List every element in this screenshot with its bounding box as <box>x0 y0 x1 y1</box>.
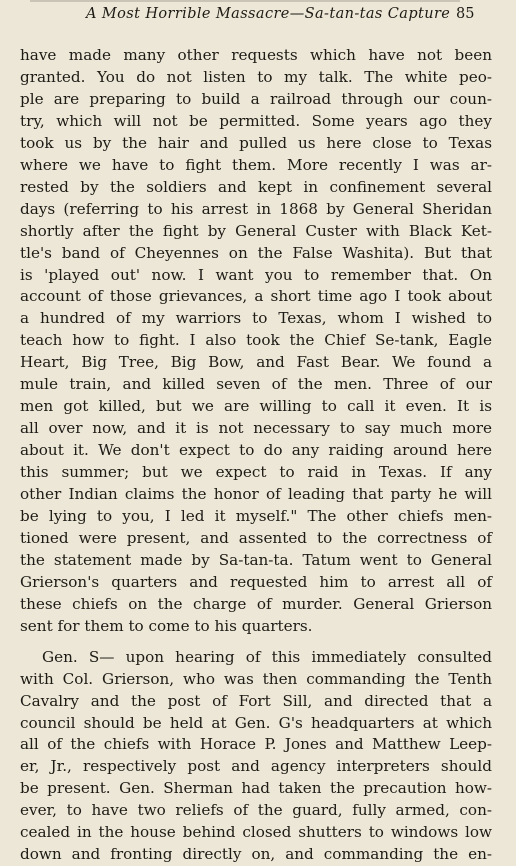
page-number: 85 <box>456 6 475 22</box>
text-line: a hundred of my warriors to Texas, whom I wished to <box>20 309 492 328</box>
text-line: all over now, and it is not necessary to say much more <box>20 419 492 438</box>
text-line: mule train, and killed seven of the men. Three of our <box>20 375 492 394</box>
text-line: try, which will not be permitted. Some years ago they <box>20 111 492 130</box>
text-line: days (referring to his arrest in 1868 by General Sheridan <box>20 199 492 218</box>
text-line: down and fronting directly on, and commanding the en- <box>20 845 492 864</box>
running-title: A Most Horrible Massacre—Sa-tan-tas Capture <box>86 6 451 22</box>
text-line: have made many other requests which have not been <box>20 46 492 64</box>
text-line: granted. You do not listen to my talk. The white peo- <box>20 67 492 86</box>
text-line: ple are preparing to build a railroad through our coun- <box>20 89 492 108</box>
text-line: about it. We don't expect to do any raiding around here <box>20 441 492 460</box>
text-line: is 'played out' now. I want you to remember that. On <box>20 265 492 284</box>
text-line: all of the chiefs with Horace P. Jones and Matthew Leep- <box>20 735 492 754</box>
text-line: where we have to fight them. More recently I was ar- <box>20 155 492 174</box>
text-line: tle's band of Cheyennes on the False Washita). But that <box>20 243 492 262</box>
text-line: the statement made by Sa-tan-ta. Tatum went to General <box>20 550 492 569</box>
text-line: other Indian claims the honor of leading that party he will <box>20 485 492 503</box>
text-line: tioned were present, and assented to the correctness of <box>20 528 492 547</box>
text-line: Grierson's quarters and requested him to arrest all of <box>20 572 492 591</box>
text-line: be lying to you, I led it myself." The other chiefs men- <box>20 506 492 525</box>
text-line: men got killed, but we are willing to call it even. It is <box>20 397 492 416</box>
text-line: council should be held at Gen. G's headquarters at which <box>20 713 492 732</box>
text-line: ever, to have two reliefs of the guard, fully armed, con- <box>20 801 492 820</box>
text-line: er, Jr., respectively post and agency interpreters should <box>20 757 492 776</box>
running-head <box>0 6 516 28</box>
text-line: rested by the soldiers and kept in confinement several <box>20 177 492 196</box>
text-line: Gen. S— upon hearing of this immediately consulted <box>42 647 492 666</box>
text-line: cealed in the house behind closed shutters to windows low <box>20 823 492 842</box>
text-line: teach how to fight. I also took the Chief Se-tank, Eagle <box>20 331 492 350</box>
text-line: Cavalry and the post of Fort Sill, and directed that a <box>20 691 492 710</box>
text-line: Heart, Big Tree, Big Bow, and Fast Bear. We found a <box>20 353 492 372</box>
text-line: account of those grievances, a short time ago I took about <box>20 287 492 306</box>
text-line: shortly after the fight by General Custer with Black Ket- <box>20 221 492 240</box>
text-line: took us by the hair and pulled us here close to Texas <box>20 133 492 152</box>
text-line: be present. Gen. Sherman had taken the precaution how- <box>20 779 492 798</box>
text-line: these chiefs on the charge of murder. General Grierson <box>20 594 492 613</box>
text-line: this summer; but we expect to raid in Texas. If any <box>20 463 492 482</box>
text-line: with Col. Grierson, who was then commanding the Tenth <box>20 669 492 688</box>
text-line: sent for them to come to his quarters. <box>20 616 313 635</box>
previous-page-bleed <box>30 0 460 2</box>
